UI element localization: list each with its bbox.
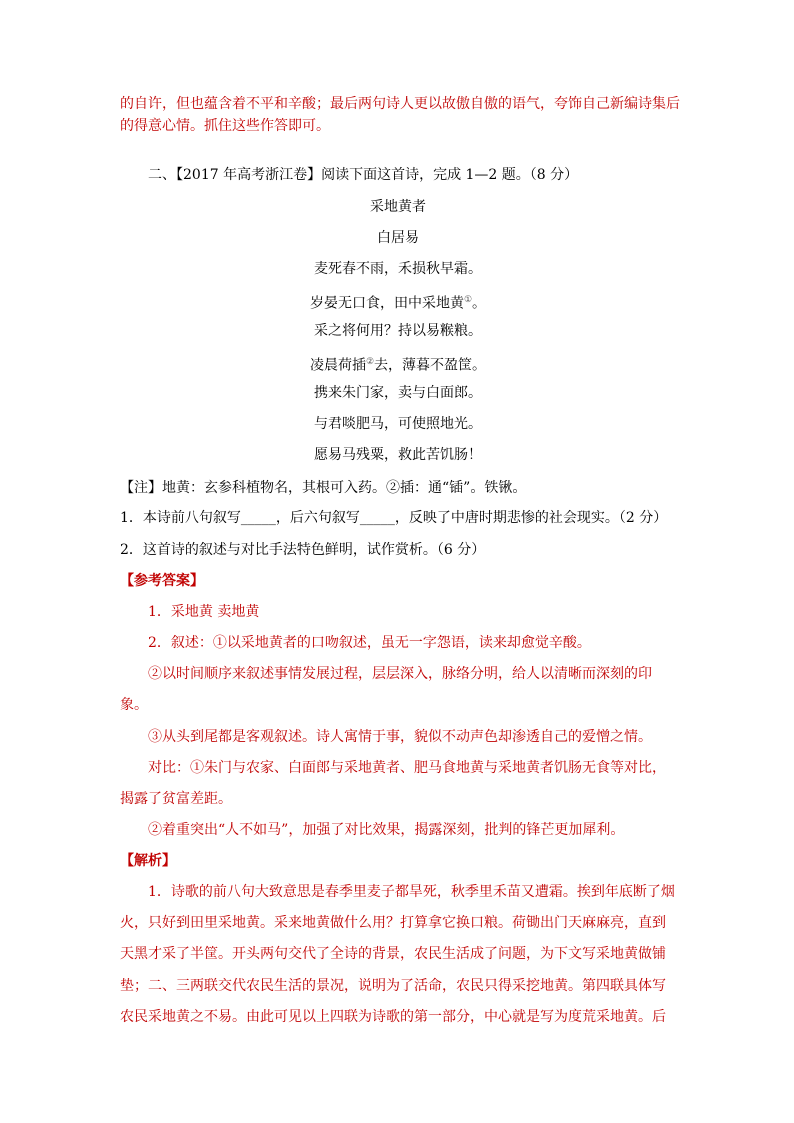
poem-title: 采地黄者	[370, 199, 426, 215]
poem-line-7: 愿易马残粟，救此苦饥肠！	[314, 447, 482, 463]
answer-2-narrative-2-cont: 象。	[120, 697, 148, 713]
answer-2-narrative-3: ③从头到尾都是客观叙述。诗人寓情于事，貌似不动声色却渗透自己的爱憎之情。	[148, 729, 652, 745]
footnote-marker-1: ①	[463, 295, 473, 305]
answer-blank-2: _____	[359, 510, 395, 526]
poem-line-4: 凌晨荷插②去，薄暮不盈筐。	[309, 357, 487, 374]
poem-author: 白居易	[377, 230, 419, 246]
footnote-marker-2: ②	[365, 357, 375, 367]
question-2: 2．这首诗的叙述与对比手法特色鲜明，试作赏析。（6 分）	[120, 542, 486, 558]
poem-note: 【注】地黄：玄参科植物名，其根可入药。②插：通“锸”。铁锹。	[120, 480, 527, 496]
poem-line-3: 采之将何用？持以易糇粮。	[314, 323, 482, 339]
poem-line-6: 与君啖肥马，可使照地光。	[314, 416, 482, 432]
analysis-line-2: 火，只好到田里采地黄。采来地黄做什么用？打算拿它换口粮。荷锄出门天麻麻亮，直到	[120, 915, 666, 931]
poem-line-2: 岁晏无口食，田中采地黄①。	[309, 295, 487, 312]
analysis-line-5: 农民采地黄之不易。由此可见以上四联为诗歌的第一部分，中心就是写为度荒采地黄。后	[120, 1009, 666, 1025]
intro-answer-line-2: 的得意心情。抓住这些作答即可。	[120, 118, 330, 134]
answer-2-contrast-1: 对比：①朱门与农家、白面郎与采地黄者、肥马食地黄与采地黄者饥肠无食等对比，	[148, 760, 666, 776]
analysis-line-1: 1．诗歌的前八句大致意思是春季里麦子都旱死，秋季里禾苗又遭霜。挨到年底断了烟	[148, 884, 675, 900]
question-1: 1．本诗前八句叙写_____，后六句叙写_____，反映了中唐时期悲惨的社会现实。（2 分）	[120, 510, 668, 526]
poem-line-1: 麦死春不雨，禾损秋早霜。	[314, 261, 482, 277]
poem-line-5: 携来朱门家，卖与白面郎。	[314, 385, 482, 401]
analysis-line-4: 垫；二、三两联交代农民生活的景况，说明为了活命，农民只得采挖地黄。第四联具体写	[120, 978, 666, 994]
answer-2-narrative-2: ②以时间顺序来叙述事情发展过程，层层深入，脉络分明，给人以清晰而深刻的印	[148, 666, 652, 682]
question-header: 二、【2017 年高考浙江卷】阅读下面这首诗，完成 1—2 题。（8 分）	[148, 167, 579, 183]
answer-blank-1: _____	[240, 510, 276, 526]
answer-1: 1．采地黄 卖地黄	[148, 604, 260, 620]
answer-2-narrative-1: 2．叙述：①以采地黄者的口吻叙述，虽无一字怨语，读来却愈觉辛酸。	[148, 635, 591, 651]
analysis-line-3: 天黑才采了半筐。开头两句交代了全诗的背景，农民生活成了问题，为下文写采地黄做铺	[120, 946, 666, 962]
answer-header: 【参考答案】	[120, 573, 204, 589]
analysis-header: 【解析】	[120, 853, 176, 869]
answer-2-contrast-1-cont: 揭露了贫富差距。	[120, 791, 232, 807]
intro-answer-line-1: 的自许，但也蕴含着不平和辛酸；最后两句诗人更以故傲自傲的语气，夸饰自己新编诗集后	[120, 96, 680, 112]
answer-2-contrast-2: ②着重突出“人不如马”，加强了对比效果，揭露深刻，批判的锋芒更加犀利。	[148, 822, 625, 838]
